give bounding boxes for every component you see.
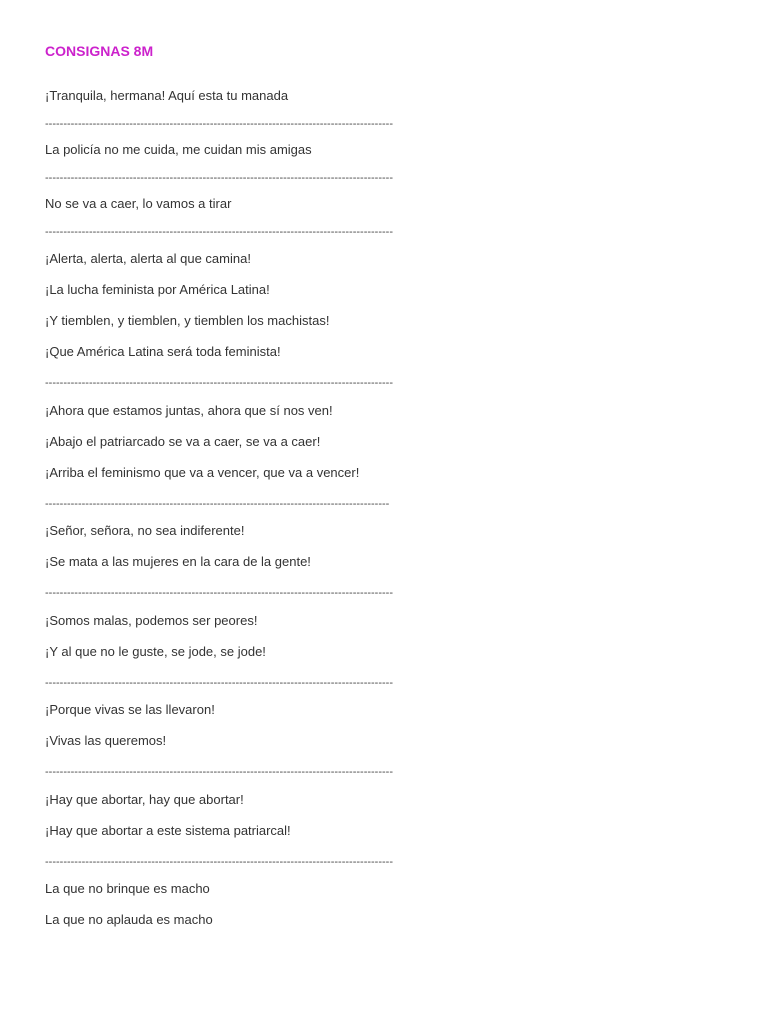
document-page <box>45 0 745 1024</box>
chant-line: ¡Hay que abortar a este sistema patriarcal! <box>45 823 291 838</box>
chant-line: ¡Vivas las queremos! <box>45 733 167 748</box>
separator-line: ----------------------------------------------------------------------------------------------- <box>45 118 393 130</box>
chant-line: La que no brinque es macho <box>45 881 210 896</box>
chant-line: ¡Se mata a las mujeres en la cara de la gente! <box>45 554 311 569</box>
chant-line: ¡Señor, señora, no sea indiferente! <box>45 523 245 538</box>
chant-line: La policía no me cuida, me cuidan mis amigas <box>45 142 312 157</box>
chant-line: ¡Porque vivas se las llevaron! <box>45 702 215 717</box>
separator-line: ----------------------------------------------------------------------------------------------- <box>45 677 393 689</box>
chant-line: ¡Somos malas, podemos ser peores! <box>45 613 258 628</box>
chant-line: ¡Hay que abortar, hay que abortar! <box>45 792 244 807</box>
chant-line: ¡Ahora que estamos juntas, ahora que sí nos ven! <box>45 403 333 418</box>
chant-line: ¡La lucha feminista por América Latina! <box>45 282 270 297</box>
separator-line: ----------------------------------------------------------------------------------------------- <box>45 766 393 778</box>
separator-line: ----------------------------------------------------------------------------------------------- <box>45 856 393 868</box>
separator-line: ----------------------------------------------------------------------------------------------- <box>45 587 393 599</box>
chant-line: ¡Que América Latina será toda feminista! <box>45 344 281 359</box>
chant-line: ¡Alerta, alerta, alerta al que camina! <box>45 251 251 266</box>
chant-line: ¡Tranquila, hermana! Aquí esta tu manada <box>45 88 289 103</box>
separator-line: ----------------------------------------------------------------------------------------------- <box>45 377 393 389</box>
chant-line: ¡Y tiemblen, y tiemblen, y tiemblen los machistas! <box>45 313 330 328</box>
separator-line: ----------------------------------------------------------------------------------------------- <box>45 172 393 184</box>
separator-line: ---------------------------------------------------------------------------------------------- <box>45 498 390 510</box>
chant-line: ¡Arriba el feminismo que va a vencer, que va a vencer! <box>45 465 360 480</box>
document-title: CONSIGNAS 8M <box>45 43 154 59</box>
separator-line: ----------------------------------------------------------------------------------------------- <box>45 226 393 238</box>
chant-line: No se va a caer, lo vamos a tirar <box>45 196 232 211</box>
chant-line: ¡Abajo el patriarcado se va a caer, se va a caer! <box>45 434 321 449</box>
chant-line: La que no aplauda es macho <box>45 912 213 927</box>
chant-line: ¡Y al que no le guste, se jode, se jode! <box>45 644 266 659</box>
